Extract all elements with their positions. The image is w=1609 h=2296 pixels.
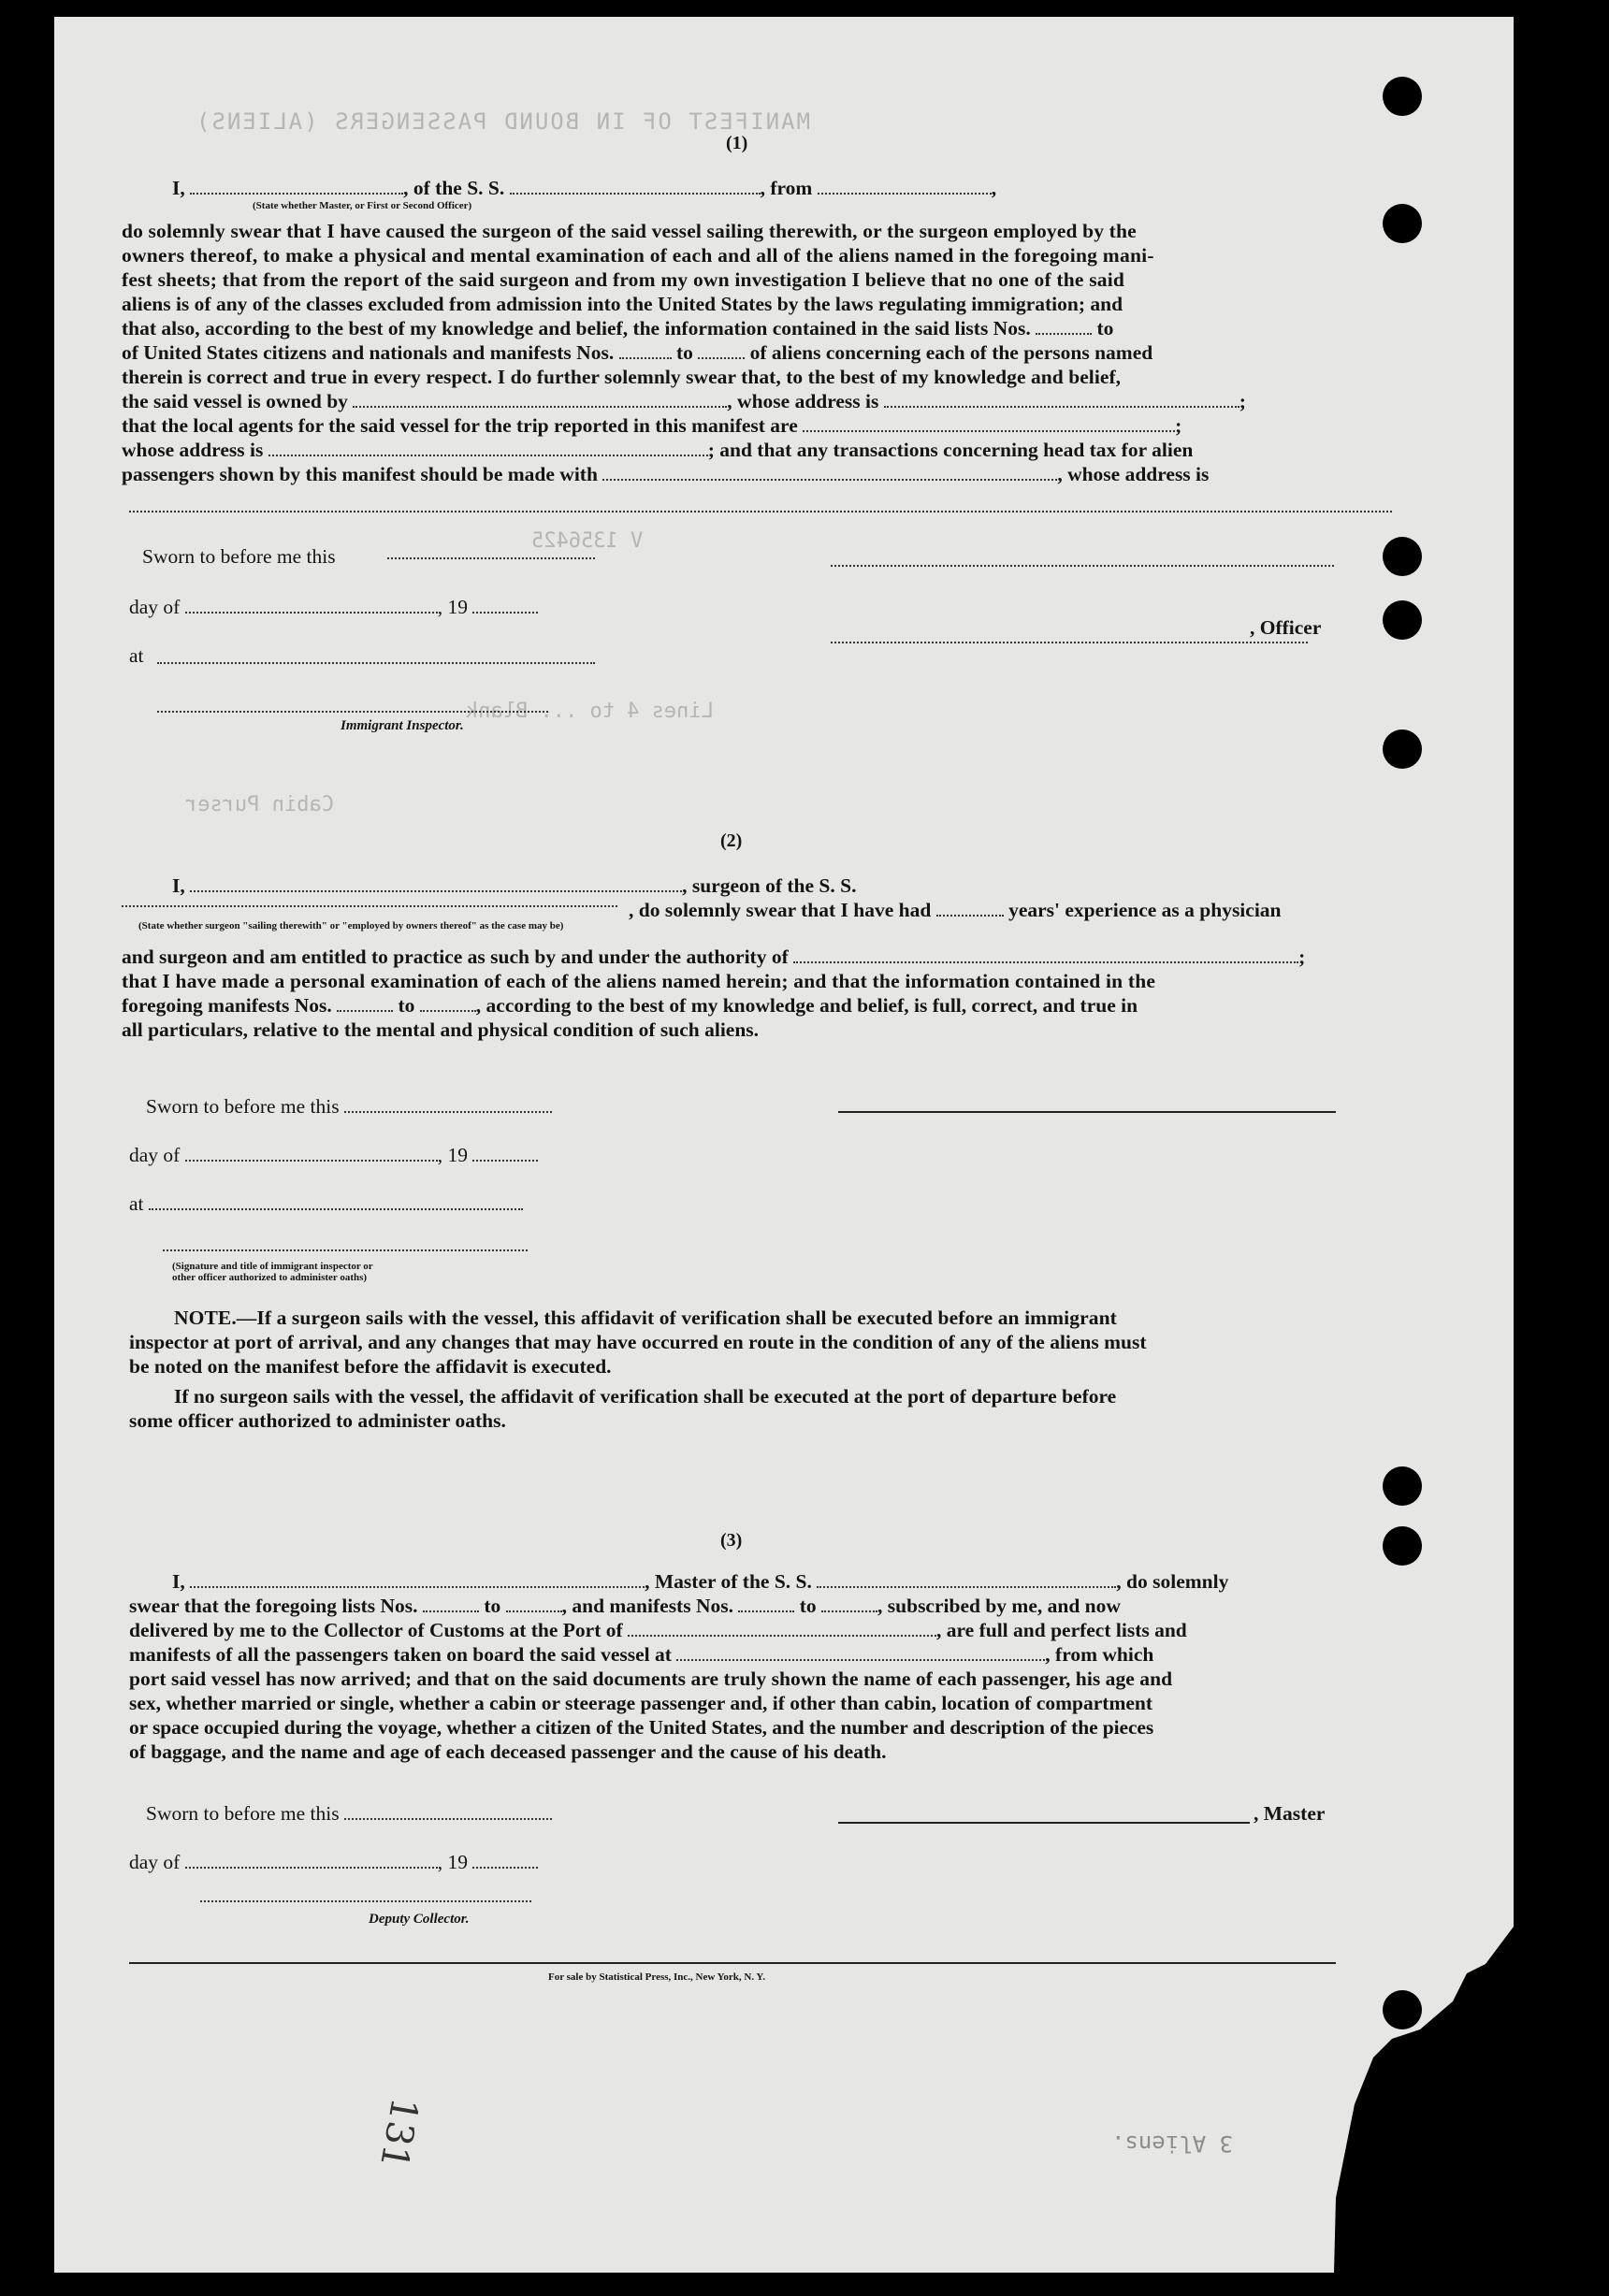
note-text: If no surgeon sails with the vessel, the affidavit of verification shall be executed at the port of departure before [174,1385,1117,1408]
section-1-text: do solemnly swear that I have caused the surgeon of the said vessel sailing therewith, or the surgeon employed by the [122,220,1137,242]
sworn-label: Sworn to before me this [146,1094,552,1119]
at-label: at [129,644,144,667]
of-ss-label: , of the S. S. [403,177,505,199]
punch-hole [1383,1466,1422,1506]
officer-signature-line [831,565,1334,567]
handwritten-number: 131 [370,2094,427,2173]
section-1-text: that the local agents for the said vessel for the trip reported in this manifest are ; [122,414,1182,437]
section-1-text: owners thereof, to make a physical and mental examination of each and all of the aliens named in the foregoing mani- [122,244,1154,267]
section-2-text: that I have made a personal examination of each of the aliens named herein; and that the information contained in the [122,970,1156,992]
section-1-text: whose address is ; and that any transactions concerning head tax for alien [122,439,1194,461]
section-3-number: (3) [720,1530,743,1551]
bottom-rule [129,1962,1336,1964]
day-of-label: day of , 19 [129,1143,538,1167]
note-text: some officer authorized to administer oaths. [129,1409,506,1432]
bleed-through-line: Cabin Purser [185,793,334,816]
i-label: I, [172,177,185,199]
bleed-through-line: Lines 4 to ... Blank [466,700,714,723]
note-text: be noted on the manifest before the affidavit is executed. [129,1355,612,1378]
sworn-label: Sworn to before me this [146,1801,552,1826]
section-2-text: foregoing manifests Nos. to , according to the best of my knowledge and belief, is full, correct, and true in [122,994,1138,1017]
section-3-text: or space occupied during the voyage, whether a citizen of the United States, and the number and description of the pieces [129,1716,1154,1739]
officer-note: (State whether Master, or First or Second Officer) [253,200,472,211]
section-1-text: the said vessel is owned by , whose address is ; [122,390,1246,412]
manifest-affidavit-page [54,17,1514,2273]
section-2-number: (2) [720,830,743,851]
punch-hole [1383,600,1422,640]
section-2-text: and surgeon and am entitled to practice as such by and under the authority of ; [122,946,1306,968]
signature-note: other officer authorized to administer oaths) [172,1272,368,1283]
section-3-text: swear that the foregoing lists Nos. to , and manifests Nos. to , subscribed by me, and now [129,1595,1121,1617]
section-3-text: delivered by me to the Collector of Customs at the Port of , are full and perfect lists and [129,1619,1187,1641]
sworn-label: Sworn to before me this [142,545,336,568]
section-3-header: I, , Master of the S. S. , do solemnly [172,1570,1229,1593]
section-1-text: therein is correct and true in every respect. I do further solemnly swear that, to the best of my knowledge and belief, [122,366,1122,388]
printer-credit: For sale by Statistical Press, Inc., New York, N. Y. [548,1971,766,1983]
note-text: NOTE.—If a surgeon sails with the vessel, this affidavit of verification shall be executed before an immigrant [174,1307,1117,1329]
section-1-text: passengers shown by this manifest should be made with , whose address is [122,463,1210,485]
paper-tear [1270,1899,1514,2273]
bleed-through-line: V 1356425 [531,529,644,553]
punch-hole [1383,77,1422,116]
signature-note: (Signature and title of immigrant inspector or [172,1261,373,1272]
section-1-text: that also, according to the best of my knowledge and belief, the information contained in the said lists Nos. to [122,317,1114,339]
surgeon-signature-line [838,1111,1336,1113]
section-2-text: all particulars, relative to the mental and physical condition of such aliens. [122,1018,760,1041]
deputy-collector-label: Deputy Collector. [369,1912,470,1927]
section-3-text: manifests of all the passengers taken on board the said vessel at , from which [129,1643,1154,1666]
officer-label: , Officer [1250,616,1322,639]
section-3-text: of baggage, and the name and age of each deceased passenger and the cause of his death. [129,1740,887,1763]
bleed-through-line: 3 Aliens. [1111,2130,1234,2157]
punch-hole [1383,729,1422,769]
address-rule [129,511,1392,513]
section-2-header: I, , surgeon of the S. S. [172,874,857,897]
section-2-header-2: , do solemnly swear that I have had years' experience as a physician [629,899,1282,921]
master-signature-line [838,1822,1250,1824]
immigrant-inspector-label: Immigrant Inspector. [341,718,464,733]
surgeon-note: (State whether surgeon "sailing therewith" or "employed by owners thereof" as the case may be) [138,920,564,931]
section-1-oath-header: I, , of the S. S. , from , [172,177,997,199]
from-label: , from [760,177,813,199]
master-label: , Master [1254,1802,1326,1825]
punch-hole [1383,1526,1422,1566]
punch-hole [1383,204,1422,243]
section-1-text: of United States citizens and nationals and manifests Nos. to of aliens concerning each of the persons named [122,341,1153,364]
section-1-number: (1) [726,133,748,153]
day-of-label: day of , 19 [129,1850,538,1874]
note-text: inspector at port of arrival, and any changes that may have occurred en route in the condition of any of the aliens must [129,1331,1147,1353]
section-3-text: sex, whether married or single, whether a cabin or steerage passenger and, if other than cabin, location of compartment [129,1692,1153,1714]
at-label: at [129,1191,523,1216]
day-of-label: day of , 19 [129,595,538,619]
punch-hole [1383,537,1422,576]
bleed-through-header: MANIFEST OF IN BOUND PASSENGERS (ALIENS) [195,108,810,135]
section-1-text: fest sheets; that from the report of the said surgeon and from my own investigation I believe that no one of the said [122,268,1125,291]
section-1-text: aliens is of any of the classes excluded from admission into the United States by the laws regulating immigration; and [122,293,1123,315]
section-3-text: port said vessel has now arrived; and that on the said documents are truly shown the name of each passenger, his age and [129,1668,1173,1690]
